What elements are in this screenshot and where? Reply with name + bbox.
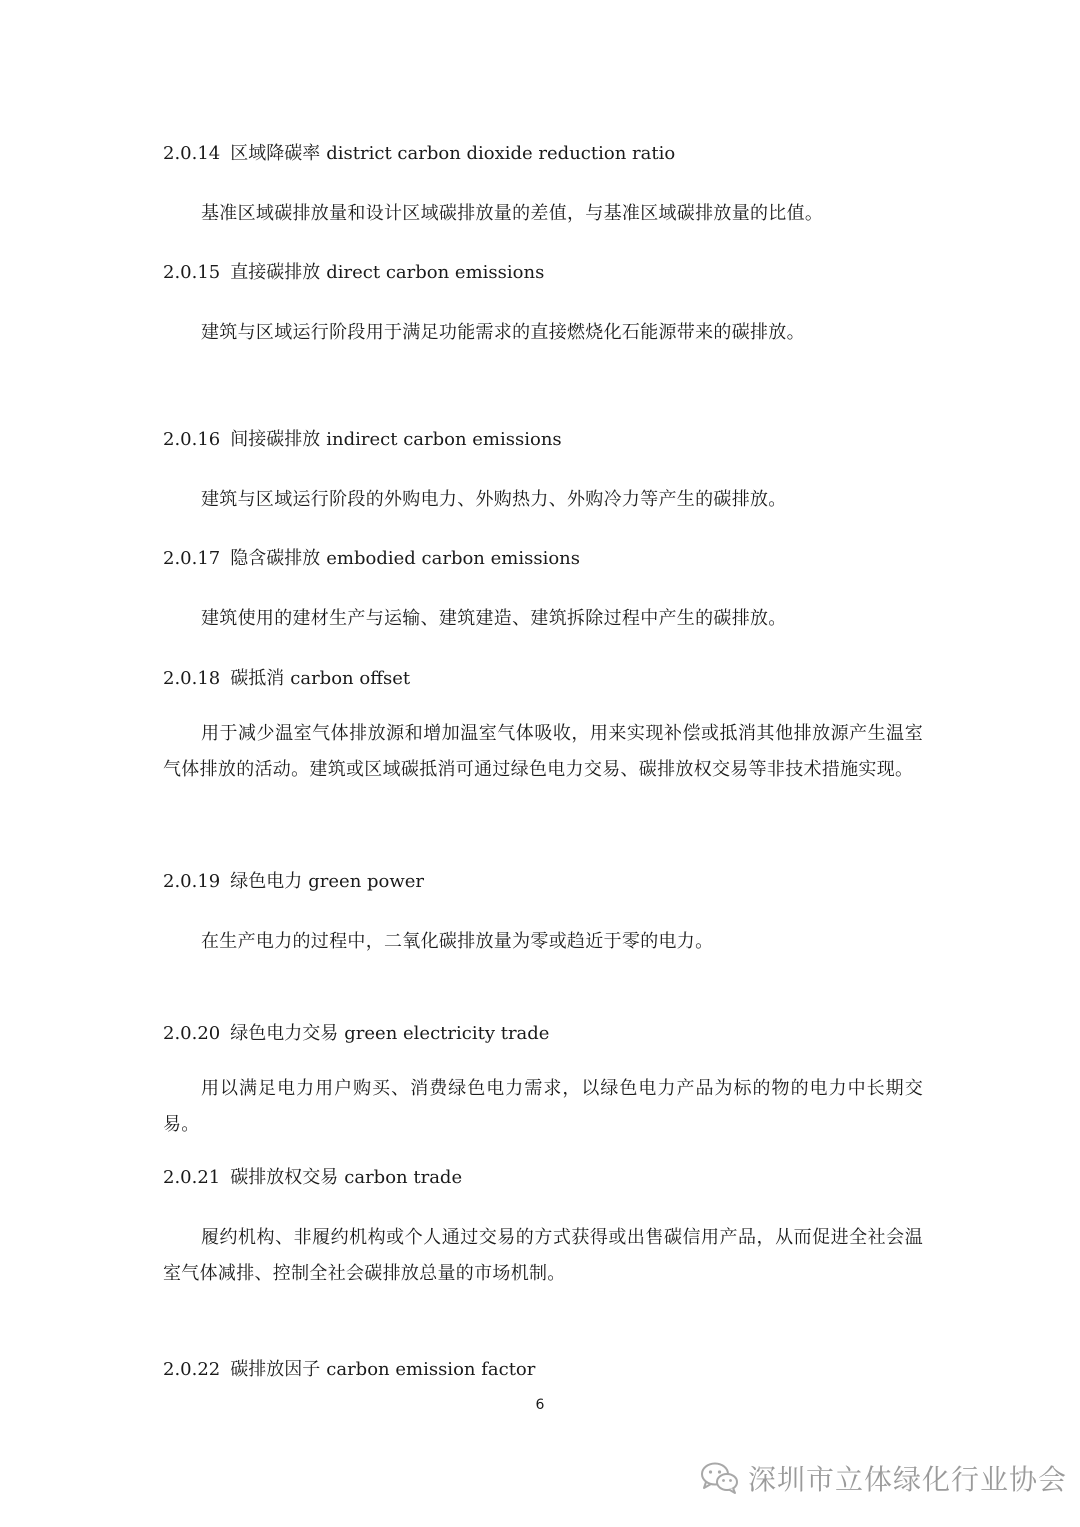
term-english: green power: [308, 871, 425, 892]
term-english: carbon emission factor: [326, 1359, 536, 1380]
page-number: 6: [535, 1397, 545, 1413]
term-definition-2-0-20: 用以满足电力用户购买、消费绿色电力需求，以绿色电力产品为标的物的电力中长期交易。: [163, 1078, 923, 1135]
term-number: 2.0.21: [163, 1167, 221, 1188]
term-chinese: 绿色电力: [230, 871, 303, 892]
term-heading-2-0-20: [163, 1022, 549, 1046]
term-chinese: 碳排放权交易: [230, 1167, 339, 1188]
term-number: 2.0.18: [163, 668, 221, 689]
term-heading-2-0-14: [163, 142, 675, 166]
term-english: carbon trade: [344, 1167, 463, 1188]
term-number: 2.0.19: [163, 871, 221, 892]
term-definition-2-0-15: 建筑与区域运行阶段用于满足功能需求的直接燃烧化石能源带来的碳排放。: [201, 322, 805, 343]
term-number: 2.0.17: [163, 548, 221, 569]
term-definition-2-0-18: 用于减少温室气体排放源和增加温室气体吸收，用来实现补偿或抵消其他排放源产生温室气体排放的活动。建筑或区域碳抵消可通过绿色电力交易、碳排放权交易等非技术措施实现。: [163, 723, 923, 780]
term-english: district carbon dioxide reduction ratio: [326, 143, 676, 164]
term-definition-2-0-16: 建筑与区域运行阶段的外购电力、外购热力、外购冷力等产生的碳排放。: [201, 489, 787, 510]
term-number: 2.0.15: [163, 262, 221, 283]
term-heading-2-0-17: [163, 547, 580, 571]
term-heading-2-0-22: [163, 1358, 535, 1382]
term-chinese: 区域降碳率: [230, 143, 321, 164]
term-heading-2-0-18: [163, 667, 410, 691]
term-chinese: 隐含碳排放: [230, 548, 321, 569]
term-chinese: 碳抵消: [230, 668, 285, 689]
term-english: embodied carbon emissions: [326, 548, 580, 569]
term-heading-2-0-19: [163, 870, 424, 894]
term-heading-2-0-15: [163, 261, 544, 285]
watermark: [700, 1458, 1067, 1498]
term-heading-2-0-16: [163, 428, 562, 452]
term-definition-2-0-21: 履约机构、非履约机构或个人通过交易的方式获得或出售碳信用产品，从而促进全社会温室气体减排、控制全社会碳排放总量的市场机制。: [163, 1227, 923, 1284]
term-number: 2.0.16: [163, 429, 221, 450]
term-chinese: 碳排放因子: [230, 1359, 321, 1380]
term-definition-2-0-14: 基准区域碳排放量和设计区域碳排放量的差值，与基准区域碳排放量的比值。: [201, 203, 824, 224]
wechat-icon: [700, 1461, 740, 1495]
term-chinese: 直接碳排放: [230, 262, 321, 283]
term-definition-2-0-19: 在生产电力的过程中，二氧化碳排放量为零或趋近于零的电力。: [201, 931, 714, 952]
term-heading-2-0-21: [163, 1166, 462, 1190]
term-number: 2.0.14: [163, 143, 221, 164]
term-english: direct carbon emissions: [326, 262, 545, 283]
term-number: 2.0.20: [163, 1023, 221, 1044]
term-english: green electricity trade: [344, 1023, 550, 1044]
term-english: carbon offset: [290, 668, 411, 689]
watermark-text: 深圳市立体绿化行业协会: [748, 1463, 1068, 1496]
term-english: indirect carbon emissions: [326, 429, 562, 450]
term-chinese: 间接碳排放: [230, 429, 321, 450]
term-chinese: 绿色电力交易: [230, 1023, 339, 1044]
term-number: 2.0.22: [163, 1359, 221, 1380]
term-definition-2-0-17: 建筑使用的建材生产与运输、建筑建造、建筑拆除过程中产生的碳排放。: [201, 608, 787, 629]
